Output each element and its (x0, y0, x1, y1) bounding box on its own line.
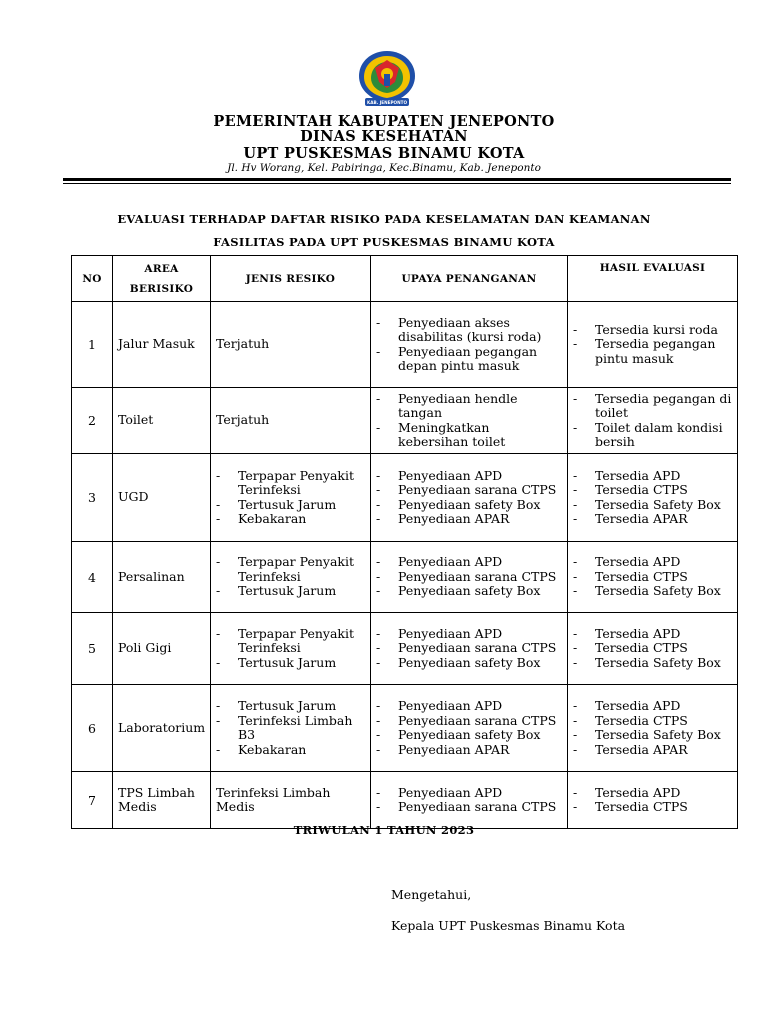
evaluation-item: - Tersedia CTPS (573, 714, 732, 729)
row-mitigation (371, 454, 568, 542)
period-label: TRIWULAN 1 TAHUN 2023 (293, 823, 475, 837)
row-evaluation (568, 772, 738, 829)
letterhead-address: Jl. Hv Worang, Kel. Pabiringa, Kec.Binamu, Kab. Jeneponto (227, 162, 541, 174)
mitigation-item: - Penyediaan APD (376, 469, 562, 484)
row-mitigation (371, 685, 568, 772)
row-evaluation (568, 613, 738, 685)
row-mitigation (371, 302, 568, 388)
table-row (72, 772, 738, 829)
document-title-line1: EVALUASI TERHADAP DAFTAR RISIKO PADA KESELAMATAN DAN KEAMANAN (117, 212, 651, 226)
mitigation-item: - Meningkatkan kebersihan toilet (376, 421, 562, 450)
letterhead-institution: UPT PUSKESMAS BINAMU KOTA (243, 145, 525, 162)
mitigation-list (376, 699, 562, 757)
mitigation-item: - Penyediaan APD (376, 699, 562, 714)
evaluation-item: - Tersedia CTPS (573, 641, 732, 656)
table-row (72, 685, 738, 772)
row-evaluation (568, 542, 738, 613)
mitigation-item: - Penyediaan hendle tangan (376, 392, 562, 421)
evaluation-item: - Toilet dalam kondisi bersih (573, 421, 732, 450)
letterhead-department: DINAS KESEHATAN (300, 128, 468, 145)
evaluation-item: - Tersedia Safety Box (573, 498, 732, 513)
mitigation-item: - Penyediaan sarana CTPS (376, 483, 562, 498)
mitigation-item: - Penyediaan APD (376, 627, 562, 642)
header-no: NO (72, 256, 113, 302)
acknowledgement-label: Mengetahui, (391, 887, 472, 902)
evaluation-item: - Tersedia APAR (573, 743, 732, 758)
risk-item: - Terpapar Penyakit Terinfeksi (216, 469, 365, 498)
row-mitigation (371, 388, 568, 454)
risk-evaluation-table (71, 255, 738, 829)
evaluation-item: - Tersedia Safety Box (573, 584, 732, 599)
risk-list (216, 555, 365, 599)
row-number: 2 (72, 388, 113, 454)
row-number: 4 (72, 542, 113, 613)
risk-list (216, 627, 365, 671)
mitigation-list (376, 555, 562, 599)
signatory-title: Kepala UPT Puskesmas Binamu Kota (391, 918, 626, 933)
evaluation-item: - Tersedia APAR (573, 512, 732, 527)
evaluation-item: - Tersedia CTPS (573, 570, 732, 585)
row-risk (211, 685, 371, 772)
evaluation-item: - Tersedia APD (573, 469, 732, 484)
row-risk: Terjatuh (211, 302, 371, 388)
mitigation-list (376, 392, 562, 450)
evaluation-list (573, 392, 732, 450)
row-number: 7 (72, 772, 113, 829)
risk-item: - Terpapar Penyakit Terinfeksi (216, 627, 365, 656)
mitigation-item: - Penyediaan sarana CTPS (376, 714, 562, 729)
table-header-row (72, 256, 738, 302)
mitigation-item: - Penyediaan safety Box (376, 584, 562, 599)
risk-item: - Tertusuk Jarum (216, 699, 365, 714)
letterhead-government: PEMERINTAH KABUPATEN JENEPONTO (213, 113, 555, 130)
evaluation-item: - Tersedia APD (573, 699, 732, 714)
mitigation-item: - Penyediaan sarana CTPS (376, 800, 562, 815)
row-area: UGD (113, 454, 211, 542)
table-row (72, 302, 738, 388)
row-mitigation (371, 542, 568, 613)
mitigation-item: - Penyediaan akses disabilitas (kursi roda) (376, 316, 562, 345)
mitigation-item: - Penyediaan APAR (376, 743, 562, 758)
row-risk: Terinfeksi Limbah Medis (211, 772, 371, 829)
document-title-line2: FASILITAS PADA UPT PUSKESMAS BINAMU KOTA (213, 235, 555, 249)
header-area-line1: AREA (144, 262, 179, 275)
header-area (113, 256, 211, 302)
row-mitigation (371, 613, 568, 685)
mitigation-item: - Penyediaan APAR (376, 512, 562, 527)
row-risk (211, 542, 371, 613)
risk-list (216, 699, 365, 757)
letterhead-divider-thin (63, 183, 731, 184)
mitigation-list (376, 469, 562, 527)
risk-item: - Tertusuk Jarum (216, 498, 365, 513)
evaluation-list (573, 786, 732, 815)
row-number: 5 (72, 613, 113, 685)
table-row (72, 388, 738, 454)
header-risk: JENIS RESIKO (211, 256, 371, 302)
mitigation-list (376, 627, 562, 671)
evaluation-item: - Tersedia kursi roda (573, 323, 732, 338)
mitigation-item: - Penyediaan sarana CTPS (376, 570, 562, 585)
row-area: Laboratorium (113, 685, 211, 772)
evaluation-item: - Tersedia CTPS (573, 483, 732, 498)
row-evaluation (568, 388, 738, 454)
table-row (72, 613, 738, 685)
row-area: Jalur Masuk (113, 302, 211, 388)
evaluation-item: - Tersedia Safety Box (573, 728, 732, 743)
evaluation-list (573, 555, 732, 599)
mitigation-item: - Penyediaan APD (376, 555, 562, 570)
evaluation-item: - Tersedia Safety Box (573, 656, 732, 671)
evaluation-item: - Tersedia pegangan di toilet (573, 392, 732, 421)
evaluation-item: - Tersedia APD (573, 786, 732, 801)
row-area: TPS Limbah Medis (113, 772, 211, 829)
header-area-line2: BERISIKO (129, 282, 194, 295)
risk-item: - Terpapar Penyakit Terinfeksi (216, 555, 365, 584)
risk-item: - Kebakaran (216, 743, 365, 758)
risk-item: - Terinfeksi Limbah B3 (216, 714, 365, 743)
evaluation-item: - Tersedia APD (573, 627, 732, 642)
row-risk: Terjatuh (211, 388, 371, 454)
mitigation-list (376, 316, 562, 374)
row-number: 6 (72, 685, 113, 772)
row-area: Persalinan (113, 542, 211, 613)
risk-item: - Tertusuk Jarum (216, 656, 365, 671)
row-area: Toilet (113, 388, 211, 454)
risk-item: - Kebakaran (216, 512, 365, 527)
row-evaluation (568, 685, 738, 772)
table-row (72, 542, 738, 613)
row-number: 3 (72, 454, 113, 542)
evaluation-item: - Tersedia CTPS (573, 800, 732, 815)
header-evaluation: HASIL EVALUASI (568, 256, 738, 302)
row-area: Poli Gigi (113, 613, 211, 685)
evaluation-list (573, 699, 732, 757)
row-evaluation (568, 302, 738, 388)
mitigation-item: - Penyediaan sarana CTPS (376, 641, 562, 656)
mitigation-item: - Penyediaan safety Box (376, 728, 562, 743)
mitigation-item: - Penyediaan safety Box (376, 656, 562, 671)
table-row (72, 454, 738, 542)
evaluation-list (573, 323, 732, 367)
row-number: 1 (72, 302, 113, 388)
letterhead-divider-thick (63, 178, 731, 181)
svg-text:KAB. JENEPONTO: KAB. JENEPONTO (366, 100, 408, 105)
header-mitigation: UPAYA PENANGANAN (371, 256, 568, 302)
mitigation-item: - Penyediaan safety Box (376, 498, 562, 513)
evaluation-list (573, 627, 732, 671)
kabupaten-jeneponto-emblem-icon (353, 48, 421, 110)
row-evaluation (568, 454, 738, 542)
evaluation-list (573, 469, 732, 527)
evaluation-item: - Tersedia APD (573, 555, 732, 570)
mitigation-list (376, 786, 562, 815)
mitigation-item: - Penyediaan APD (376, 786, 562, 801)
evaluation-item: - Tersedia pegangan pintu masuk (573, 337, 732, 366)
risk-item: - Tertusuk Jarum (216, 584, 365, 599)
row-risk (211, 454, 371, 542)
row-risk (211, 613, 371, 685)
row-mitigation (371, 772, 568, 829)
table-body (72, 302, 738, 829)
mitigation-item: - Penyediaan pegangan depan pintu masuk (376, 345, 562, 374)
risk-list (216, 469, 365, 527)
